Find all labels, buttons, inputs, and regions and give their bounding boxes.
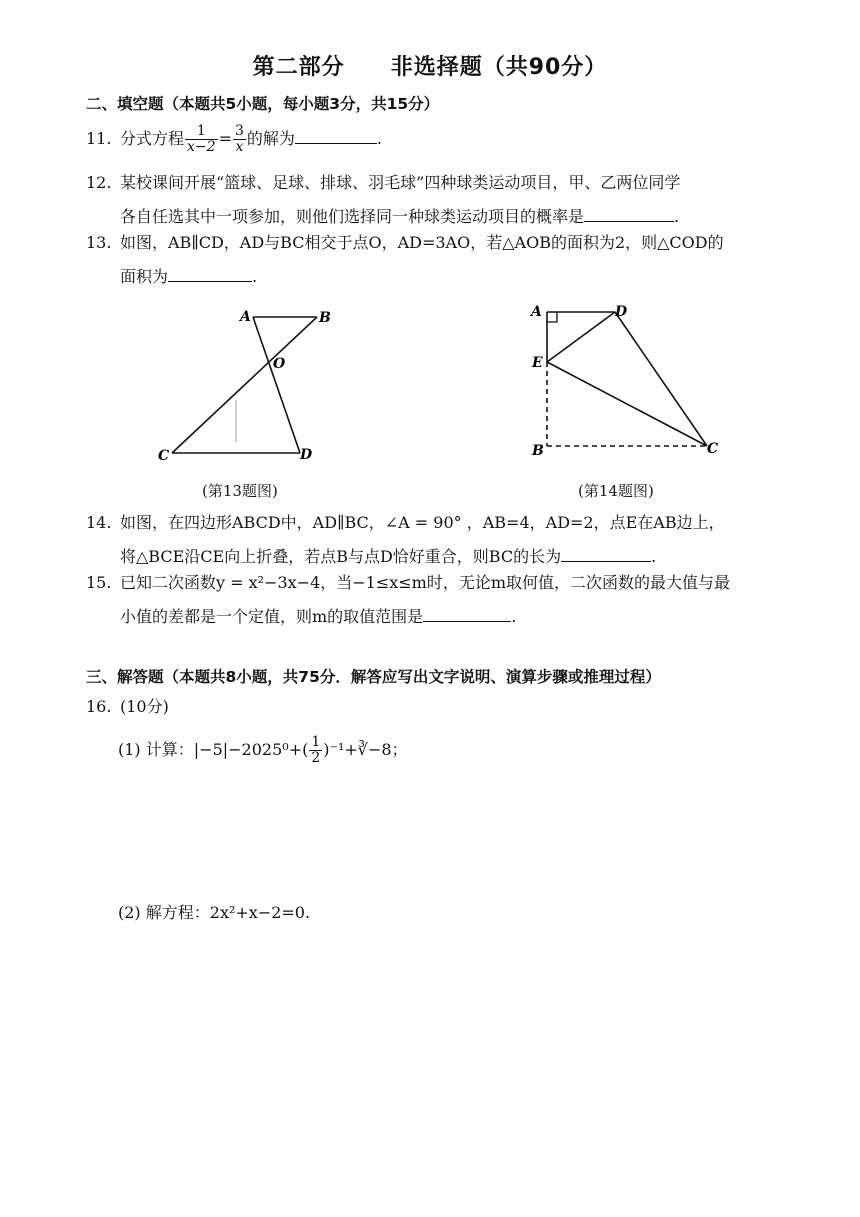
segment-ec xyxy=(547,362,707,446)
question-number: 12. xyxy=(86,173,112,192)
label-b: B xyxy=(532,443,544,459)
answer-blank[interactable] xyxy=(295,125,377,144)
segment-bc xyxy=(172,317,317,453)
figure-13-diagram xyxy=(150,300,350,470)
answer-blank[interactable] xyxy=(168,263,252,282)
figure-13-caption: (第13题图) xyxy=(202,482,278,500)
q14-line2: 将△BCE沿CE向上折叠，若点B与点D恰好重合，则BC的长为 xyxy=(120,547,562,566)
figure-14-caption: (第14题图) xyxy=(578,482,654,500)
question-number: 16. xyxy=(86,697,112,716)
q16-points: (10分) xyxy=(120,697,169,716)
segment-ad xyxy=(253,317,300,453)
part1-instruction: 计算： xyxy=(145,740,194,759)
q12-line1: 某校课间开展“篮球、足球、排球、羽毛球”四种球类运动项目，甲、乙两位同学 xyxy=(120,173,681,192)
expression-a: |−5|−2025⁰+( xyxy=(193,740,309,759)
figure-14-diagram xyxy=(525,300,725,465)
question-number: 15. xyxy=(86,573,112,592)
fraction-1: $\frac{1}{x-2}$ xyxy=(187,123,216,155)
segment-dc xyxy=(615,312,707,446)
answer-blank[interactable] xyxy=(584,203,674,222)
label-c: C xyxy=(707,441,719,457)
question-11: 11. 分式方程 $\frac{1}{x-2}$ = $\frac{3}{x}$ 的解为 . xyxy=(86,123,382,155)
q15-line2: 小值的差都是一个定值，则m的取值范围是 xyxy=(120,607,424,626)
right-angle-mark xyxy=(547,312,557,322)
label-d: D xyxy=(300,447,313,463)
q14-line1: 如图，在四边形ABCD中，AD∥BC，∠A = 90° ，AB=4，AD=2，点E在AB边上， xyxy=(120,513,725,532)
part-title: 非选择题（共90分） xyxy=(390,55,608,80)
question-16-part-1 xyxy=(118,735,408,766)
label-c: C xyxy=(158,448,170,464)
section-2-heading: 二、填空题（本题共5小题，每小题3分，共15分） xyxy=(86,95,440,113)
page-title xyxy=(0,50,860,81)
label-d: D xyxy=(615,304,628,320)
label-e: E xyxy=(532,355,543,371)
question-16-part-2 xyxy=(118,900,310,923)
question-12: 12. 某校课间开展“篮球、足球、排球、羽毛球”四种球类运动项目，甲、乙两位同学 各自任选其中一项参加，则他们选择同一种球类运动项目的概率是 . xyxy=(86,166,776,234)
fraction-2: $\frac{3}{x}$ xyxy=(234,123,244,155)
label-a: A xyxy=(240,309,251,325)
expression-b: )⁻¹+∛−8； xyxy=(323,740,408,759)
label-a: A xyxy=(531,304,542,320)
part2-text: 解方程：2x²+x−2=0. xyxy=(145,903,311,922)
answer-blank[interactable] xyxy=(561,543,651,562)
part-label: 第二部分 xyxy=(252,55,345,80)
section-3-heading: 三、解答题（本题共8小题，共75分．解答应写出文字说明、演算步骤或推理过程） xyxy=(86,668,661,686)
q13-line1: 如图，AB∥CD，AD与BC相交于点O，AD=3AO，若△AOB的面积为2，则△COD的 xyxy=(120,233,724,252)
question-number: 13. xyxy=(86,233,112,252)
question-number: 11. xyxy=(86,129,112,148)
part-label: (2) xyxy=(118,903,141,922)
q11-post: 的解为 xyxy=(246,129,295,148)
q13-line2: 面积为 xyxy=(120,267,169,286)
question-16 xyxy=(86,690,776,724)
question-number: 14. xyxy=(86,513,112,532)
q12-line2: 各自任选其中一项参加，则他们选择同一种球类运动项目的概率是 xyxy=(120,207,585,226)
label-b: B xyxy=(319,310,331,326)
label-o: O xyxy=(273,356,286,372)
question-13: 13. 如图，AB∥CD，AD与BC相交于点O，AD=3AO，若△AOB的面积为2，则△COD的 面积为 . xyxy=(86,226,776,294)
answer-blank[interactable] xyxy=(423,603,511,622)
question-15: 15. 已知二次函数y = x²−3x−4，当−1≤x≤m时，无论m取何值，二次函数的最大值与最 小值的差都是一个定值，则m的取值范围是 . xyxy=(86,566,776,634)
q15-line1: 已知二次函数y = x²−3x−4，当−1≤x≤m时，无论m取何值，二次函数的最大值与最 xyxy=(120,573,731,592)
part-label: (1) xyxy=(118,740,141,759)
q11-pre: 分式方程 xyxy=(120,129,185,148)
question-14: 14. 如图，在四边形ABCD中，AD∥BC，∠A = 90° ，AB=4，AD=2，点E在AB边上， 将△BCE沿CE向上折叠，若点B与点D恰好重合，则BC的长为 . xyxy=(86,506,776,574)
fraction-half: $\frac{1}{2}$ xyxy=(311,734,321,766)
